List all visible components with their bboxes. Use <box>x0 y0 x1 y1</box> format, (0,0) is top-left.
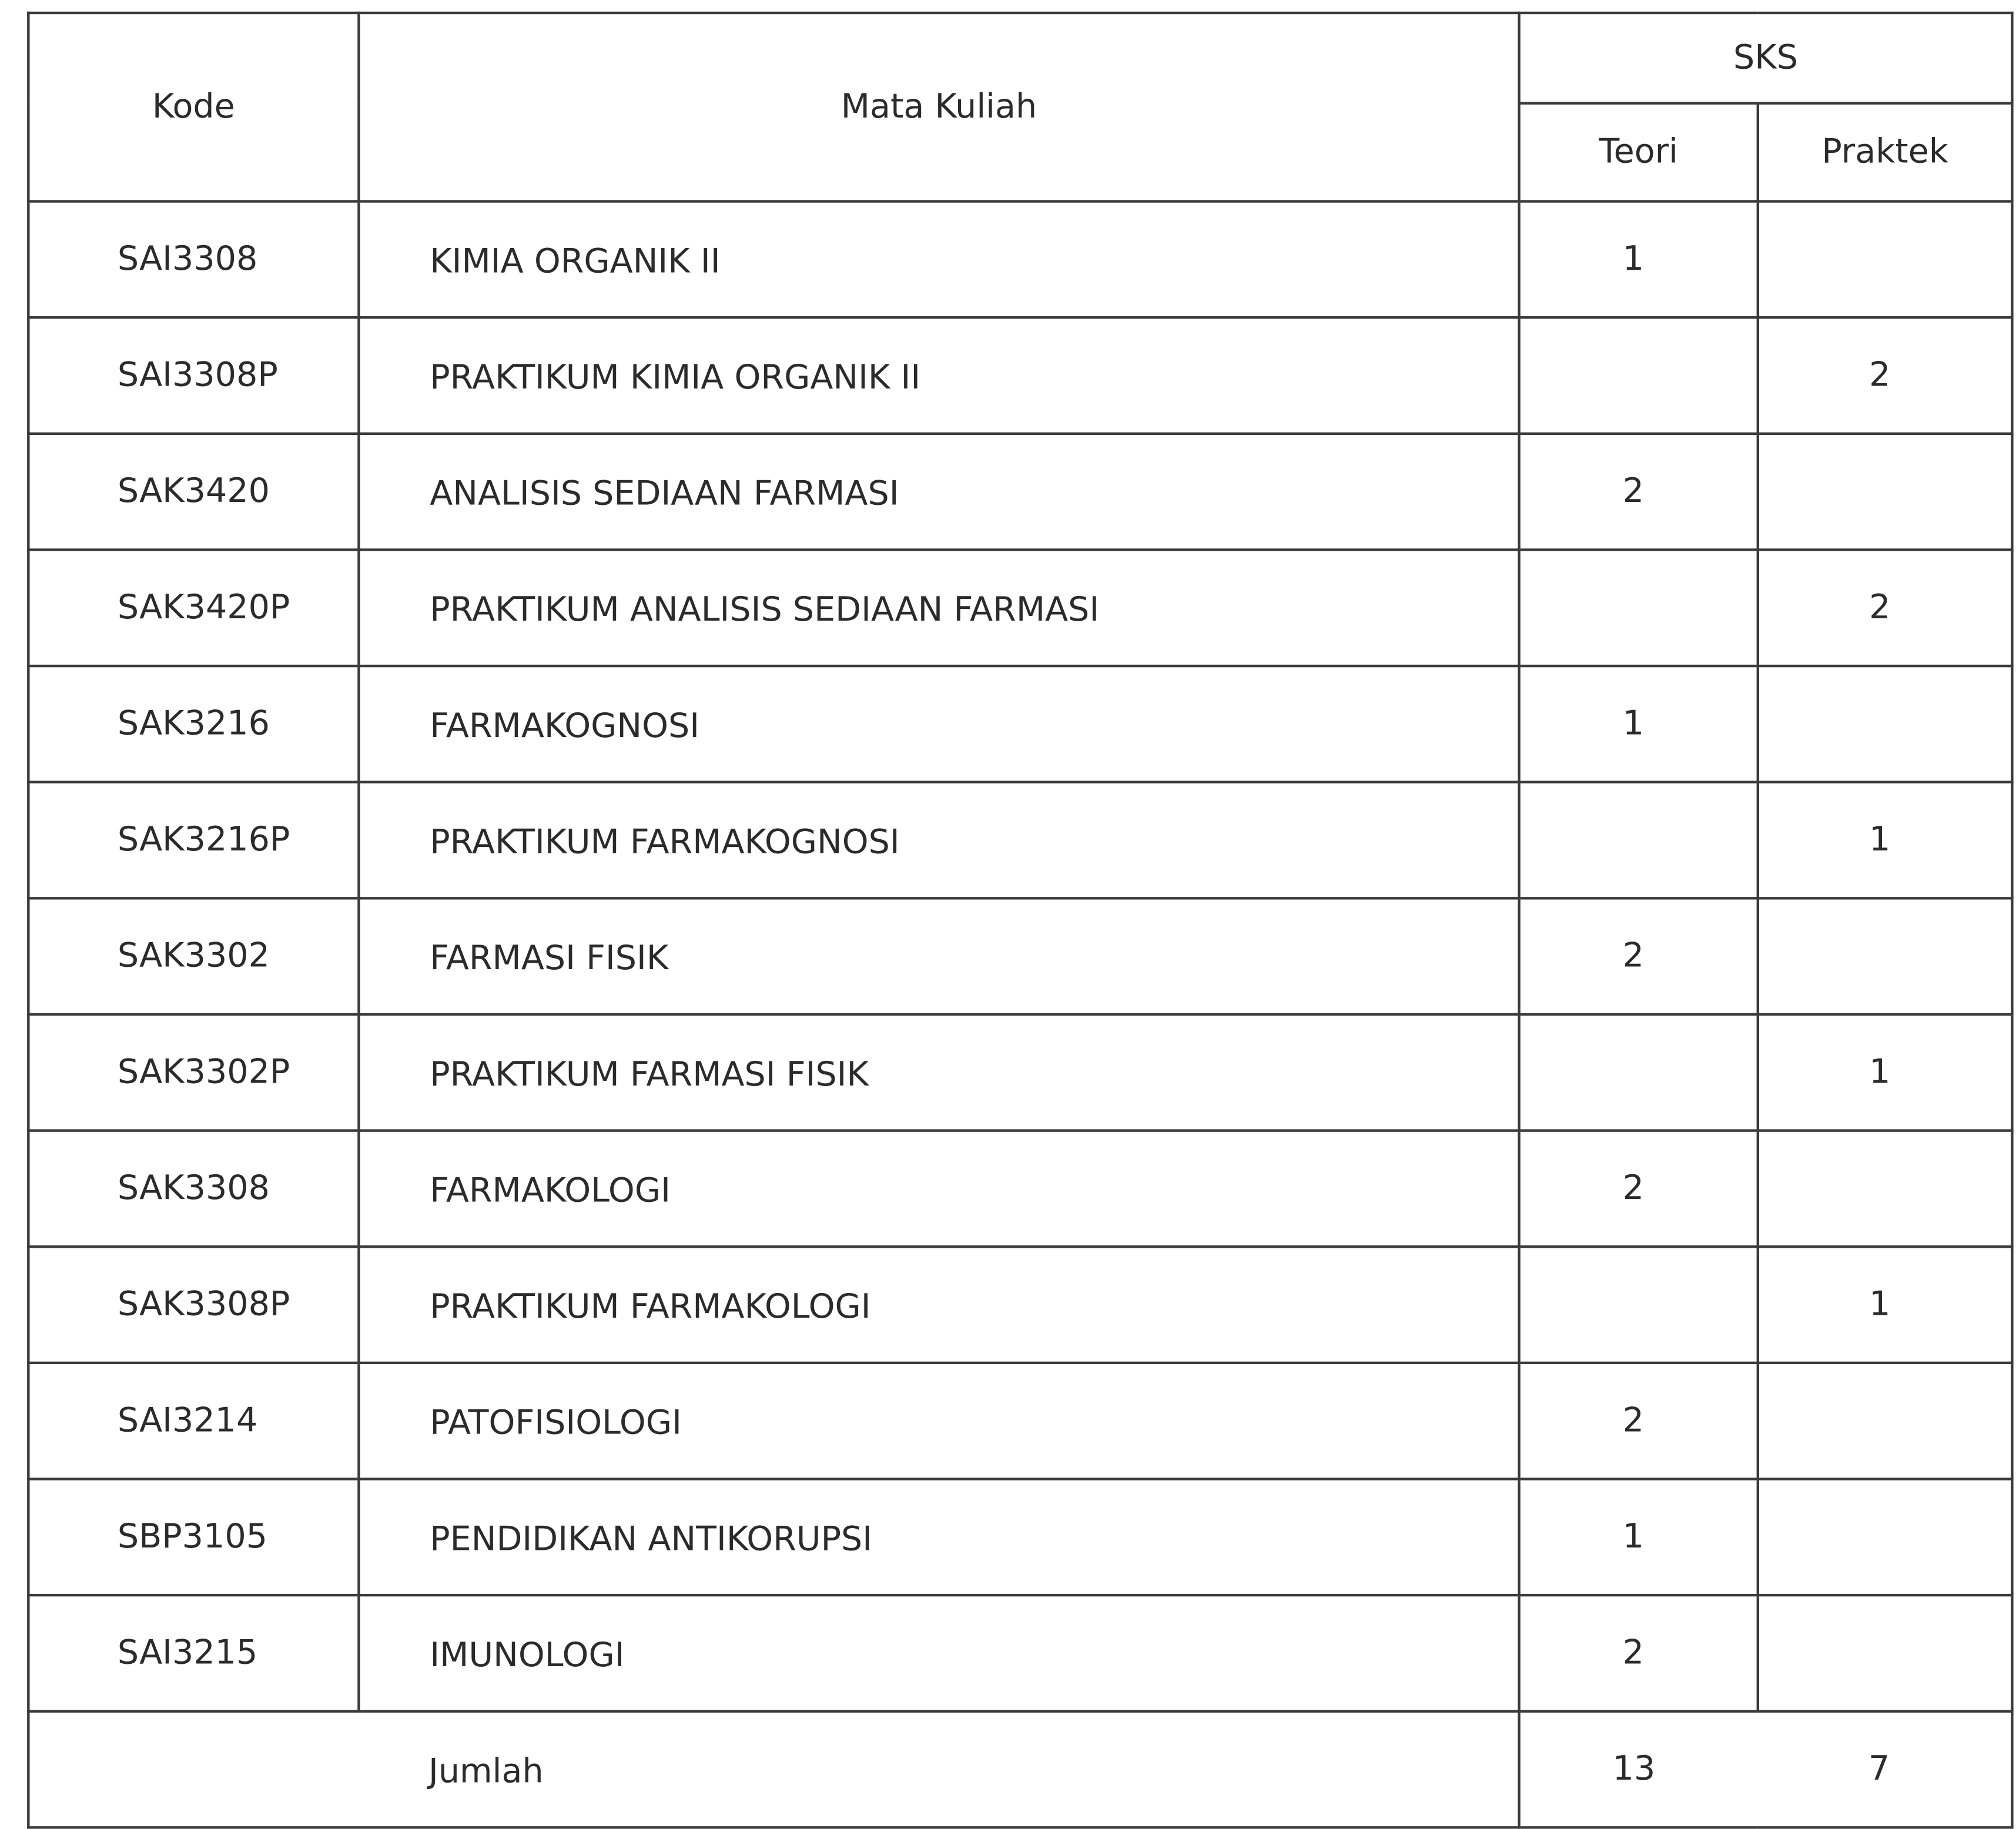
cell-kode: SAI3215 <box>28 1595 359 1711</box>
cell-teori: 1 <box>1519 666 1758 782</box>
header-mata-kuliah: Mata Kuliah <box>359 13 1519 202</box>
cell-praktek <box>1758 434 2012 550</box>
table-body <box>28 202 2012 1828</box>
cell-mata-kuliah: KIMIA ORGANIK II <box>359 202 1519 318</box>
header-row-top <box>28 13 2012 103</box>
cell-teori: 2 <box>1519 898 1758 1014</box>
total-praktek: 7 <box>1758 1711 2012 1828</box>
cell-teori: 2 <box>1519 1595 1758 1711</box>
cell-praktek <box>1758 666 2012 782</box>
cell-praktek: 1 <box>1758 1247 2012 1363</box>
cell-teori: 2 <box>1519 434 1758 550</box>
cell-teori <box>1519 782 1758 899</box>
cell-praktek <box>1758 1595 2012 1711</box>
table-row <box>28 1479 2012 1596</box>
table-row <box>28 202 2012 318</box>
cell-mata-kuliah: PRAKTIKUM FARMAKOGNOSI <box>359 782 1519 899</box>
total-row <box>28 1711 2012 1828</box>
cell-praktek <box>1758 898 2012 1014</box>
header-kode: Kode <box>28 13 359 202</box>
cell-mata-kuliah: PRAKTIKUM FARMASI FISIK <box>359 1014 1519 1131</box>
cell-praktek <box>1758 1479 2012 1596</box>
cell-mata-kuliah: PATOFISIOLOGI <box>359 1363 1519 1479</box>
cell-kode: SAK3308P <box>28 1247 359 1363</box>
cell-kode: SAI3308 <box>28 202 359 318</box>
cell-mata-kuliah: FARMASI FISIK <box>359 898 1519 1014</box>
table-row <box>28 1014 2012 1131</box>
cell-kode: SAK3216P <box>28 782 359 899</box>
cell-praktek: 2 <box>1758 550 2012 666</box>
cell-praktek: 1 <box>1758 1014 2012 1131</box>
table-row <box>28 898 2012 1014</box>
table-row <box>28 1131 2012 1247</box>
header-sks: SKS <box>1519 13 2012 103</box>
cell-teori: 2 <box>1519 1363 1758 1479</box>
table-row <box>28 1595 2012 1711</box>
total-blank-cell <box>28 1711 359 1828</box>
cell-mata-kuliah: IMUNOLOGI <box>359 1595 1519 1711</box>
header-teori: Teori <box>1519 103 1758 202</box>
cell-teori: 2 <box>1519 1131 1758 1247</box>
cell-mata-kuliah: FARMAKOLOGI <box>359 1131 1519 1247</box>
cell-teori: 1 <box>1519 1479 1758 1596</box>
total-teori: 13 <box>1519 1711 1758 1828</box>
cell-kode: SAK3302 <box>28 898 359 1014</box>
cell-teori <box>1519 317 1758 434</box>
cell-mata-kuliah: PRAKTIKUM KIMIA ORGANIK II <box>359 317 1519 434</box>
cell-praktek: 1 <box>1758 782 2012 899</box>
total-label: Jumlah <box>359 1711 1519 1828</box>
cell-kode: SBP3105 <box>28 1479 359 1596</box>
table-row <box>28 550 2012 666</box>
table-row <box>28 1247 2012 1363</box>
table-row <box>28 782 2012 899</box>
cell-praktek <box>1758 1363 2012 1479</box>
cell-mata-kuliah: ANALISIS SEDIAAN FARMASI <box>359 434 1519 550</box>
cell-mata-kuliah: PRAKTIKUM FARMAKOLOGI <box>359 1247 1519 1363</box>
cell-kode: SAK3302P <box>28 1014 359 1131</box>
cell-mata-kuliah: FARMAKOGNOSI <box>359 666 1519 782</box>
cell-mata-kuliah: PENDIDIKAN ANTIKORUPSI <box>359 1479 1519 1596</box>
table-row <box>28 317 2012 434</box>
cell-kode: SAK3420 <box>28 434 359 550</box>
header-praktek: Praktek <box>1758 103 2012 202</box>
cell-teori: 1 <box>1519 202 1758 318</box>
cell-kode: SAK3216 <box>28 666 359 782</box>
cell-praktek <box>1758 202 2012 318</box>
cell-kode: SAK3420P <box>28 550 359 666</box>
table-row <box>28 1363 2012 1479</box>
cell-teori <box>1519 1014 1758 1131</box>
table-row <box>28 666 2012 782</box>
cell-teori <box>1519 550 1758 666</box>
cell-kode: SAI3308P <box>28 317 359 434</box>
cell-mata-kuliah: PRAKTIKUM ANALISIS SEDIAAN FARMASI <box>359 550 1519 666</box>
table-row <box>28 434 2012 550</box>
cell-kode: SAK3308 <box>28 1131 359 1247</box>
course-credit-table <box>27 12 2013 1829</box>
cell-kode: SAI3214 <box>28 1363 359 1479</box>
cell-teori <box>1519 1247 1758 1363</box>
cell-praktek <box>1758 1131 2012 1247</box>
cell-praktek: 2 <box>1758 317 2012 434</box>
